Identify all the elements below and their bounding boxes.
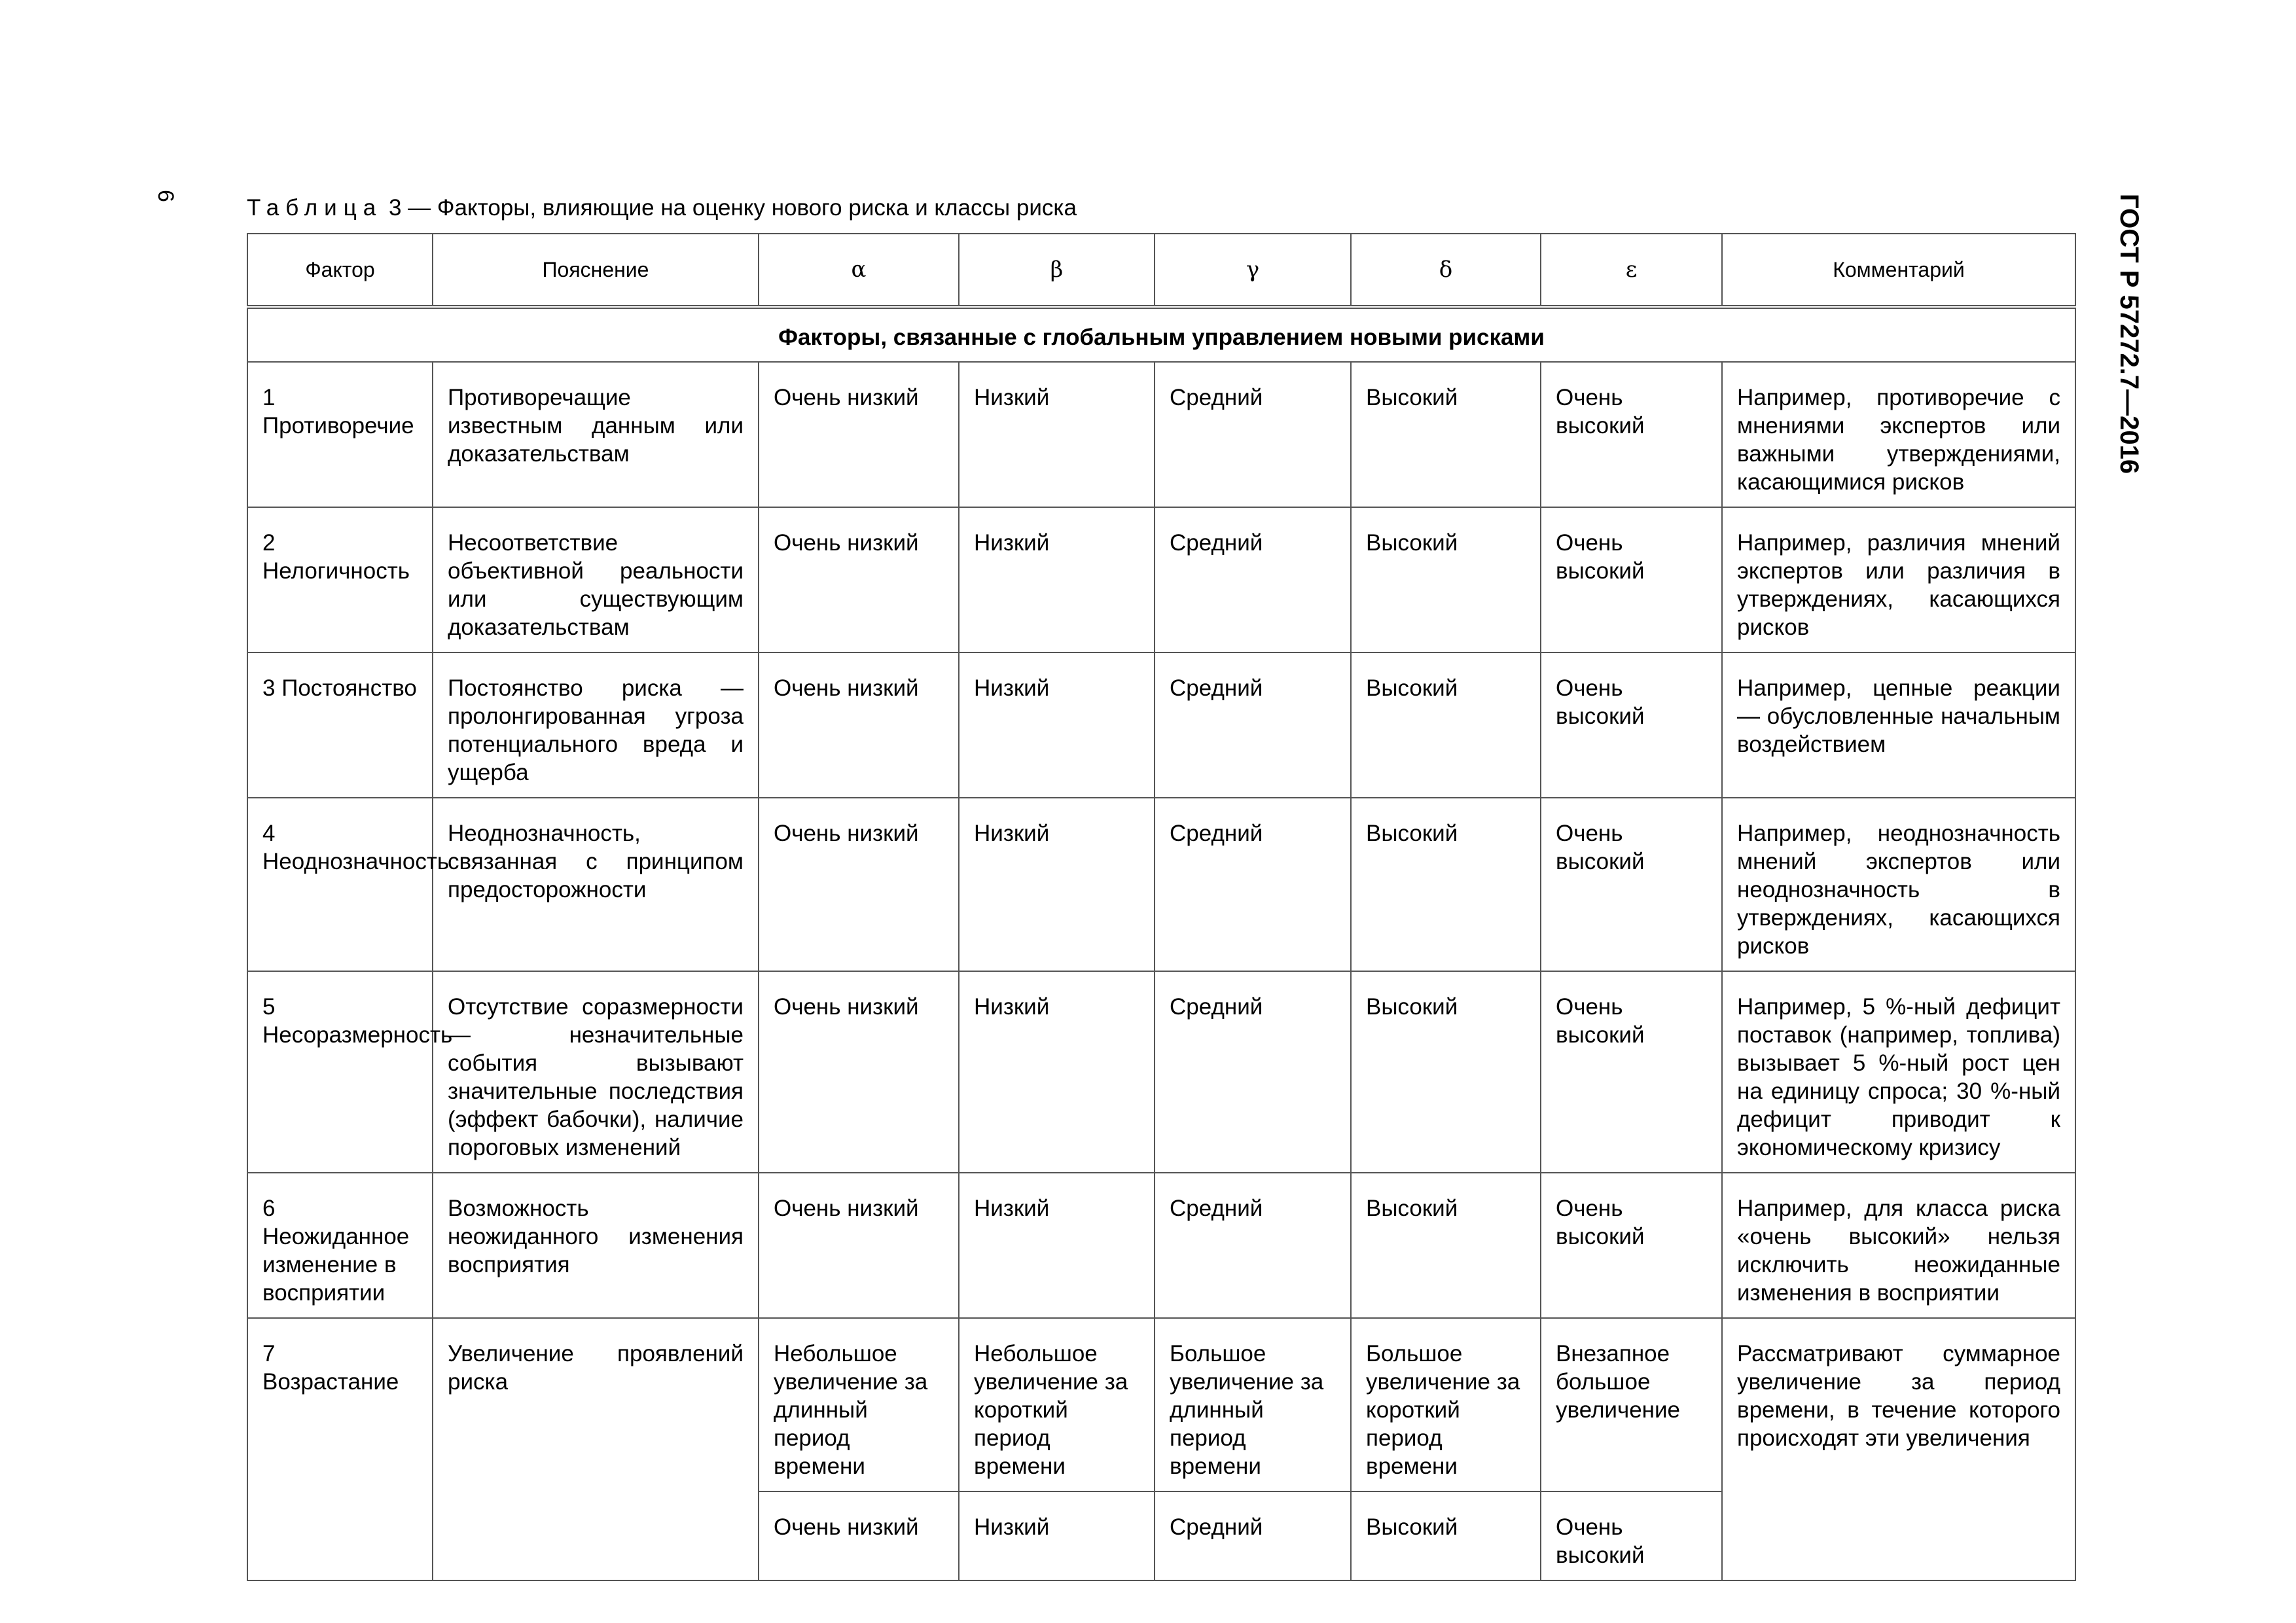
cell-explanation: Возможность неожиданного изменения восприятия <box>433 1173 759 1318</box>
cell-factor: 6 Неожиданное изменение в восприятии <box>247 1173 433 1318</box>
cell-alpha: Очень низкий <box>759 1491 959 1580</box>
table-row <box>247 652 2075 798</box>
cell-epsilon: Очень высокий <box>1541 507 1722 652</box>
table-row <box>247 1318 2075 1491</box>
header-epsilon: ε <box>1541 234 1722 307</box>
cell-comment: Например, 5 %-ный дефицит поставок (например, топлива) вызывает 5 %-ный рост цен на единицу спроса; 30 %-ный дефицит приводит к экономическому кризису <box>1722 971 2075 1173</box>
table-row <box>247 507 2075 652</box>
standard-code: ГОСТ Р 57272.7—2016 <box>2115 194 2144 474</box>
cell-beta: Низкий <box>959 1491 1155 1580</box>
page-number: 6 <box>153 190 178 202</box>
cell-alpha: Очень низкий <box>759 507 959 652</box>
cell-gamma: Средний <box>1155 798 1351 971</box>
cell-gamma: Большое увеличение за длинный период времени <box>1155 1318 1351 1491</box>
cell-factor: 2 Нелогичность <box>247 507 433 652</box>
cell-beta: Низкий <box>959 1173 1155 1318</box>
cell-beta: Низкий <box>959 971 1155 1173</box>
cell-delta: Высокий <box>1351 507 1541 652</box>
cell-alpha: Небольшое увеличение за длинный период времени <box>759 1318 959 1491</box>
cell-explanation: Отсутствие соразмерности — незначительные события вызывают значительные последствия (эффект бабочки), наличие пороговых изменений <box>433 971 759 1173</box>
cell-factor: 1 Противоречие <box>247 362 433 507</box>
cell-delta: Высокий <box>1351 971 1541 1173</box>
cell-epsilon: Очень высокий <box>1541 652 1722 798</box>
header-delta: δ <box>1351 234 1541 307</box>
cell-beta: Низкий <box>959 652 1155 798</box>
cell-comment: Например, для класса риска «очень высокий» нельзя исключить неожиданные изменения в восприятии <box>1722 1173 2075 1318</box>
header-beta: β <box>959 234 1155 307</box>
cell-delta: Высокий <box>1351 362 1541 507</box>
cell-delta: Высокий <box>1351 652 1541 798</box>
cell-delta: Большое увеличение за короткий период времени <box>1351 1318 1541 1491</box>
cell-gamma: Средний <box>1155 971 1351 1173</box>
cell-gamma: Средний <box>1155 652 1351 798</box>
cell-delta: Высокий <box>1351 1491 1541 1580</box>
section-row <box>247 307 2075 362</box>
cell-comment: Рассматривают суммарное увеличение за период времени, в течение которого происходят эти увеличения <box>1722 1318 2075 1580</box>
cell-delta: Высокий <box>1351 798 1541 971</box>
cell-gamma: Средний <box>1155 507 1351 652</box>
cell-epsilon: Очень высокий <box>1541 1491 1722 1580</box>
table-row <box>247 971 2075 1173</box>
header-factor: Фактор <box>247 234 433 307</box>
caption-title: — Факторы, влияющие на оценку нового риска и классы риска <box>408 195 1077 221</box>
header-explanation: Пояснение <box>433 234 759 307</box>
cell-explanation: Неоднозначность, связанная с принципом предосторожности <box>433 798 759 971</box>
cell-explanation: Постоянство риска — пролонгированная угроза потенциального вреда и ущерба <box>433 652 759 798</box>
cell-factor: 5 Несоразмерность <box>247 971 433 1173</box>
cell-comment: Например, цепные реакции — обусловленные начальным воздействием <box>1722 652 2075 798</box>
table-caption <box>247 195 1077 221</box>
caption-label: Таблица <box>247 195 383 221</box>
cell-beta: Низкий <box>959 362 1155 507</box>
cell-factor: 4 Неоднозначность <box>247 798 433 971</box>
cell-factor: 3 Постоянство <box>247 652 433 798</box>
cell-delta: Высокий <box>1351 1173 1541 1318</box>
cell-comment: Например, различия мнений экспертов или различия в утверждениях, касающихся рисков <box>1722 507 2075 652</box>
table-row <box>247 362 2075 507</box>
cell-comment: Например, противоречие с мнениями экспертов или важными утверждениями, касающимися рисков <box>1722 362 2075 507</box>
table-row <box>247 1173 2075 1318</box>
cell-epsilon: Очень высокий <box>1541 1173 1722 1318</box>
cell-gamma: Средний <box>1155 1491 1351 1580</box>
risk-factors-table <box>247 233 2076 1581</box>
cell-comment: Например, неоднозначность мнений экспертов или неоднозначность в утверждениях, касающихся рисков <box>1722 798 2075 971</box>
cell-explanation: Несоответствие объективной реальности или существующим доказательствам <box>433 507 759 652</box>
cell-beta: Низкий <box>959 507 1155 652</box>
cell-explanation: Противоречащие известным данным или доказательствам <box>433 362 759 507</box>
header-comment: Комментарий <box>1722 234 2075 307</box>
caption-number: 3 <box>388 195 402 221</box>
table-row <box>247 798 2075 971</box>
section-title: Факторы, связанные с глобальным управлением новыми рисками <box>247 307 2075 362</box>
table-header-row <box>247 234 2075 307</box>
cell-epsilon: Очень высокий <box>1541 362 1722 507</box>
cell-gamma: Средний <box>1155 1173 1351 1318</box>
cell-alpha: Очень низкий <box>759 362 959 507</box>
cell-epsilon: Внезапное большое увеличение <box>1541 1318 1722 1491</box>
cell-beta: Небольшое увеличение за короткий период времени <box>959 1318 1155 1491</box>
header-alpha: α <box>759 234 959 307</box>
cell-beta: Низкий <box>959 798 1155 971</box>
cell-gamma: Средний <box>1155 362 1351 507</box>
cell-alpha: Очень низкий <box>759 1173 959 1318</box>
cell-alpha: Очень низкий <box>759 798 959 971</box>
cell-factor: 7 Возрастание <box>247 1318 433 1580</box>
header-gamma: γ <box>1155 234 1351 307</box>
cell-alpha: Очень низкий <box>759 652 959 798</box>
cell-alpha: Очень низкий <box>759 971 959 1173</box>
cell-explanation: Увеличение проявлений риска <box>433 1318 759 1580</box>
cell-epsilon: Очень высокий <box>1541 798 1722 971</box>
cell-epsilon: Очень высокий <box>1541 971 1722 1173</box>
